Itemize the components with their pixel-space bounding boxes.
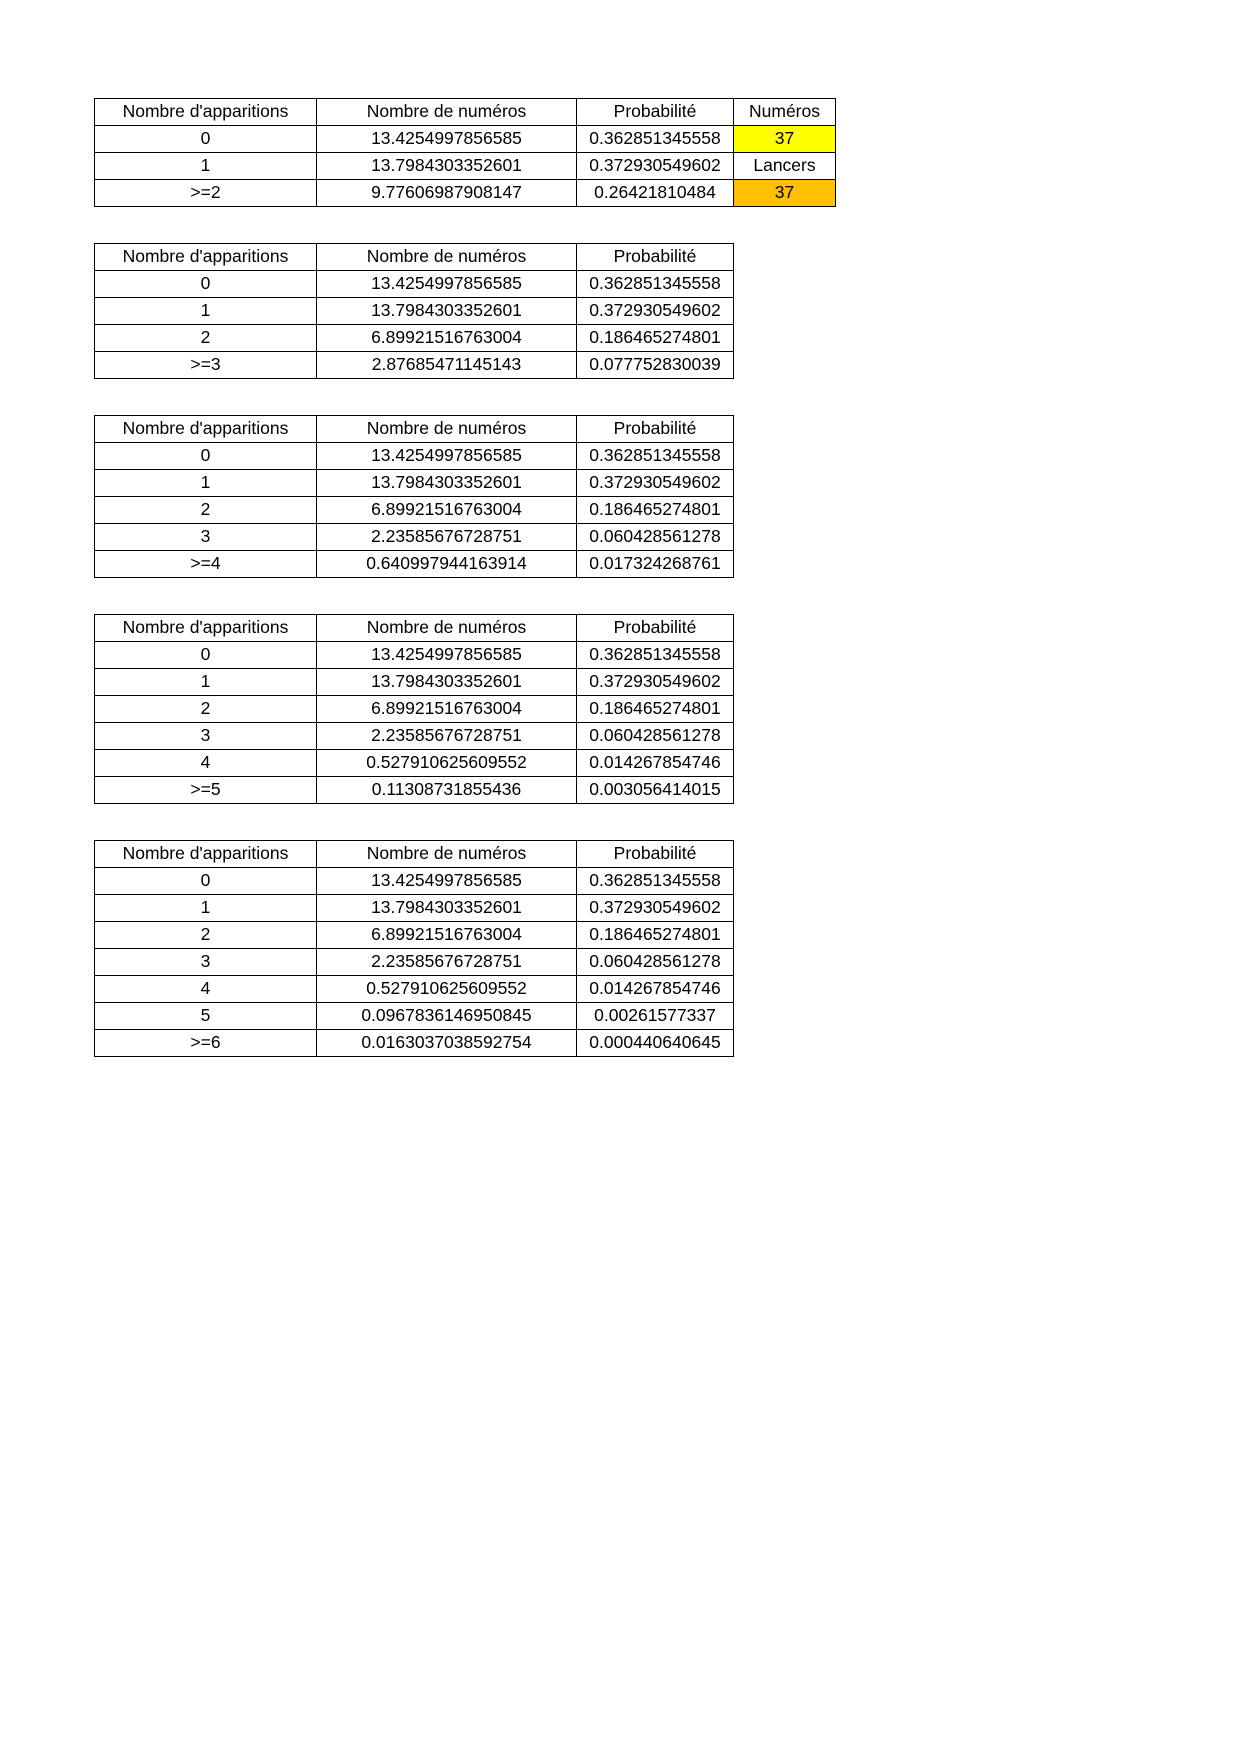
cell-numeros-yellow: 37 [734, 126, 836, 153]
column-header-apparitions: Nombre d'apparitions [95, 99, 317, 126]
column-header-numeros: Nombre de numéros [317, 416, 577, 443]
cell-nombre-numeros: 0.0163037038592754 [317, 1030, 577, 1057]
cell-apparitions: 4 [95, 976, 317, 1003]
cell-apparitions: 1 [95, 470, 317, 497]
table-row [95, 642, 734, 669]
cell-probabilite: 0.372930549602 [577, 669, 734, 696]
table-row [95, 497, 734, 524]
cell-probabilite: 0.362851345558 [577, 868, 734, 895]
cell-apparitions: 1 [95, 895, 317, 922]
cell-apparitions: 3 [95, 723, 317, 750]
cell-probabilite: 0.077752830039 [577, 352, 734, 379]
cell-probabilite: 0.060428561278 [577, 723, 734, 750]
cell-probabilite: 0.372930549602 [577, 153, 734, 180]
cell-nombre-numeros: 2.23585676728751 [317, 524, 577, 551]
cell-apparitions: 1 [95, 153, 317, 180]
cell-apparitions: 0 [95, 642, 317, 669]
table-row [95, 949, 734, 976]
cell-probabilite: 0.372930549602 [577, 895, 734, 922]
column-header-probabilite: Probabilité [577, 244, 734, 271]
cell-probabilite: 0.017324268761 [577, 551, 734, 578]
column-header-apparitions: Nombre d'apparitions [95, 416, 317, 443]
cell-apparitions: >=5 [95, 777, 317, 804]
cell-apparitions: 0 [95, 868, 317, 895]
spreadsheet-sheet [94, 98, 854, 1093]
cell-probabilite: 0.362851345558 [577, 271, 734, 298]
cell-nombre-numeros: 0.0967836146950845 [317, 1003, 577, 1030]
cell-probabilite: 0.000440640645 [577, 1030, 734, 1057]
cell-probabilite: 0.362851345558 [577, 642, 734, 669]
data-table-4 [94, 614, 734, 804]
cell-nombre-numeros: 6.89921516763004 [317, 922, 577, 949]
table-row [95, 524, 734, 551]
column-header-probabilite: Probabilité [577, 416, 734, 443]
column-header-extra: Numéros [734, 99, 836, 126]
cell-nombre-numeros: 13.7984303352601 [317, 298, 577, 325]
data-table-5 [94, 840, 734, 1057]
cell-probabilite: 0.372930549602 [577, 298, 734, 325]
cell-nombre-numeros: 13.7984303352601 [317, 470, 577, 497]
cell-apparitions: >=2 [95, 180, 317, 207]
cell-apparitions: >=6 [95, 1030, 317, 1057]
table-row [95, 669, 734, 696]
cell-apparitions: 3 [95, 524, 317, 551]
cell-probabilite: 0.186465274801 [577, 922, 734, 949]
cell-apparitions: 0 [95, 126, 317, 153]
cell-nombre-numeros: 0.11308731855436 [317, 777, 577, 804]
cell-probabilite: 0.014267854746 [577, 750, 734, 777]
cell-numeros-orange: 37 [734, 180, 836, 207]
cell-nombre-numeros: 13.7984303352601 [317, 669, 577, 696]
cell-nombre-numeros: 13.4254997856585 [317, 868, 577, 895]
table-row [95, 1030, 734, 1057]
cell-nombre-numeros: 2.23585676728751 [317, 723, 577, 750]
column-header-apparitions: Nombre d'apparitions [95, 841, 317, 868]
table-row [95, 750, 734, 777]
cell-apparitions: 0 [95, 271, 317, 298]
table-header-row [95, 841, 734, 868]
column-header-probabilite: Probabilité [577, 99, 734, 126]
column-header-numeros: Nombre de numéros [317, 99, 577, 126]
table-row [95, 325, 734, 352]
cell-probabilite: 0.362851345558 [577, 443, 734, 470]
cell-nombre-numeros: 0.527910625609552 [317, 750, 577, 777]
table-row [95, 298, 734, 325]
cell-probabilite: 0.186465274801 [577, 325, 734, 352]
cell-probabilite: 0.26421810484 [577, 180, 734, 207]
table-row [95, 922, 734, 949]
cell-probabilite: 0.00261577337 [577, 1003, 734, 1030]
column-header-probabilite: Probabilité [577, 615, 734, 642]
cell-nombre-numeros: 2.87685471145143 [317, 352, 577, 379]
column-header-numeros: Nombre de numéros [317, 615, 577, 642]
cell-probabilite: 0.003056414015 [577, 777, 734, 804]
table-row [95, 153, 836, 180]
table-row [95, 723, 734, 750]
cell-probabilite: 0.362851345558 [577, 126, 734, 153]
cell-apparitions: 2 [95, 497, 317, 524]
data-table-1 [94, 98, 836, 207]
table-row [95, 868, 734, 895]
cell-probabilite: 0.186465274801 [577, 696, 734, 723]
cell-probabilite: 0.060428561278 [577, 524, 734, 551]
cell-apparitions: 5 [95, 1003, 317, 1030]
table-row [95, 352, 734, 379]
table-header-row [95, 99, 836, 126]
cell-apparitions: 2 [95, 696, 317, 723]
table-header-row [95, 615, 734, 642]
cell-nombre-numeros: 13.4254997856585 [317, 443, 577, 470]
cell-probabilite: 0.060428561278 [577, 949, 734, 976]
cell-nombre-numeros: 6.89921516763004 [317, 325, 577, 352]
table-row [95, 443, 734, 470]
cell-apparitions: 0 [95, 443, 317, 470]
table-row [95, 895, 734, 922]
cell-nombre-numeros: 6.89921516763004 [317, 497, 577, 524]
table-row [95, 271, 734, 298]
column-header-numeros: Nombre de numéros [317, 841, 577, 868]
column-header-probabilite: Probabilité [577, 841, 734, 868]
column-header-apparitions: Nombre d'apparitions [95, 615, 317, 642]
cell-numeros-plain: Lancers [734, 153, 836, 180]
cell-probabilite: 0.014267854746 [577, 976, 734, 1003]
cell-apparitions: 2 [95, 922, 317, 949]
table-row [95, 470, 734, 497]
data-table-2 [94, 243, 734, 379]
cell-nombre-numeros: 0.527910625609552 [317, 976, 577, 1003]
cell-nombre-numeros: 13.4254997856585 [317, 271, 577, 298]
cell-apparitions: 1 [95, 669, 317, 696]
column-header-numeros: Nombre de numéros [317, 244, 577, 271]
table-header-row [95, 244, 734, 271]
data-table-3 [94, 415, 734, 578]
cell-apparitions: 3 [95, 949, 317, 976]
table-header-row [95, 416, 734, 443]
cell-probabilite: 0.372930549602 [577, 470, 734, 497]
cell-nombre-numeros: 13.7984303352601 [317, 153, 577, 180]
cell-nombre-numeros: 0.640997944163914 [317, 551, 577, 578]
cell-nombre-numeros: 13.7984303352601 [317, 895, 577, 922]
column-header-apparitions: Nombre d'apparitions [95, 244, 317, 271]
table-row [95, 126, 836, 153]
table-row [95, 696, 734, 723]
cell-nombre-numeros: 2.23585676728751 [317, 949, 577, 976]
table-row [95, 1003, 734, 1030]
table-row [95, 976, 734, 1003]
cell-apparitions: >=3 [95, 352, 317, 379]
cell-probabilite: 0.186465274801 [577, 497, 734, 524]
table-row [95, 777, 734, 804]
cell-apparitions: >=4 [95, 551, 317, 578]
cell-nombre-numeros: 13.4254997856585 [317, 642, 577, 669]
cell-nombre-numeros: 9.77606987908147 [317, 180, 577, 207]
cell-nombre-numeros: 6.89921516763004 [317, 696, 577, 723]
cell-apparitions: 2 [95, 325, 317, 352]
table-row [95, 551, 734, 578]
cell-apparitions: 1 [95, 298, 317, 325]
cell-nombre-numeros: 13.4254997856585 [317, 126, 577, 153]
cell-apparitions: 4 [95, 750, 317, 777]
table-row [95, 180, 836, 207]
